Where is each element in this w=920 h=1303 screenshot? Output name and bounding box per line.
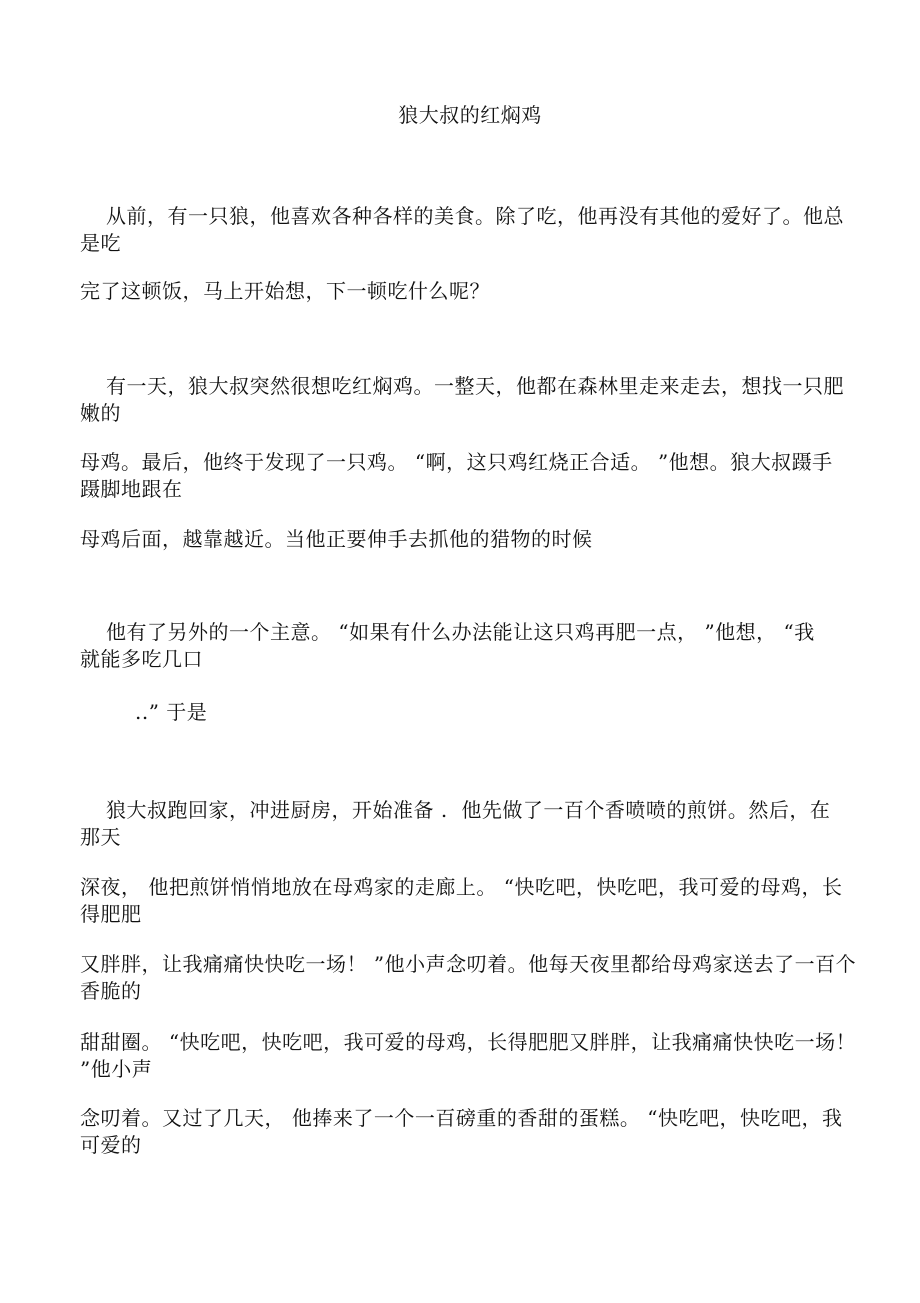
text-line: 香脆的 (80, 979, 142, 1003)
text-line: ”他小声 (80, 1057, 153, 1081)
text-line: 深夜， 他把煎饼悄悄地放在母鸡家的走廊上。 “快吃吧，快吃吧，我可爱的母鸡，长 (80, 875, 843, 899)
text-line: 嫩的 (80, 401, 121, 425)
text-line: 甜甜圈。 “快吃吧，快吃吧，我可爱的母鸡，长得肥肥又胖胖，让我痛痛快快吃一场！ (80, 1030, 857, 1054)
text-line: 得肥肥 (80, 902, 142, 926)
text-line: 母鸡后面，越靠越近。当他正要伸手去抓他的猎物的时候 (80, 527, 593, 551)
text-line: 从前，有一只狼，他喜欢各种各样的美食。除了吃，他再没有其他的爱好了。他总 (106, 204, 844, 228)
text-line: ..” 于是 (135, 700, 208, 724)
text-line: 念叨着。又过了几天， 他捧来了一个一百磅重的香甜的蛋糕。 “快吃吧，快吃吧，我 (80, 1106, 843, 1130)
text-line: 就能多吃几口 (80, 647, 203, 671)
text-line: 是吃 (80, 231, 121, 255)
text-line: 狼大叔跑回家，冲进厨房，开始准备 . 他先做了一百个香喷喷的煎饼。然后，在 (106, 798, 831, 822)
text-line: 完了这顿饭，马上开始想，下一顿吃什么呢？ (80, 279, 490, 303)
text-line: 那天 (80, 825, 121, 849)
text-line: 他有了另外的一个主意。 “如果有什么办法能让这只鸡再肥一点， ”他想， “我 (106, 620, 815, 644)
text-line: 又胖胖，让我痛痛快快吃一场！ ”他小声念叨着。他每天夜里都给母鸡家送去了一百个 (80, 952, 857, 976)
text-line: 可爱的 (80, 1133, 142, 1157)
text-line: 有一天，狼大叔突然很想吃红焖鸡。一整天，他都在森林里走来走去，想找一只肥 (106, 374, 844, 398)
text-line: 母鸡。最后，他终于发现了一只鸡。 “啊，这只鸡红烧正合适。 ”他想。狼大叔蹑手 (80, 450, 833, 474)
text-line: 蹑脚地跟在 (80, 477, 183, 501)
document-title: 狼大叔的红焖鸡 (398, 103, 542, 127)
